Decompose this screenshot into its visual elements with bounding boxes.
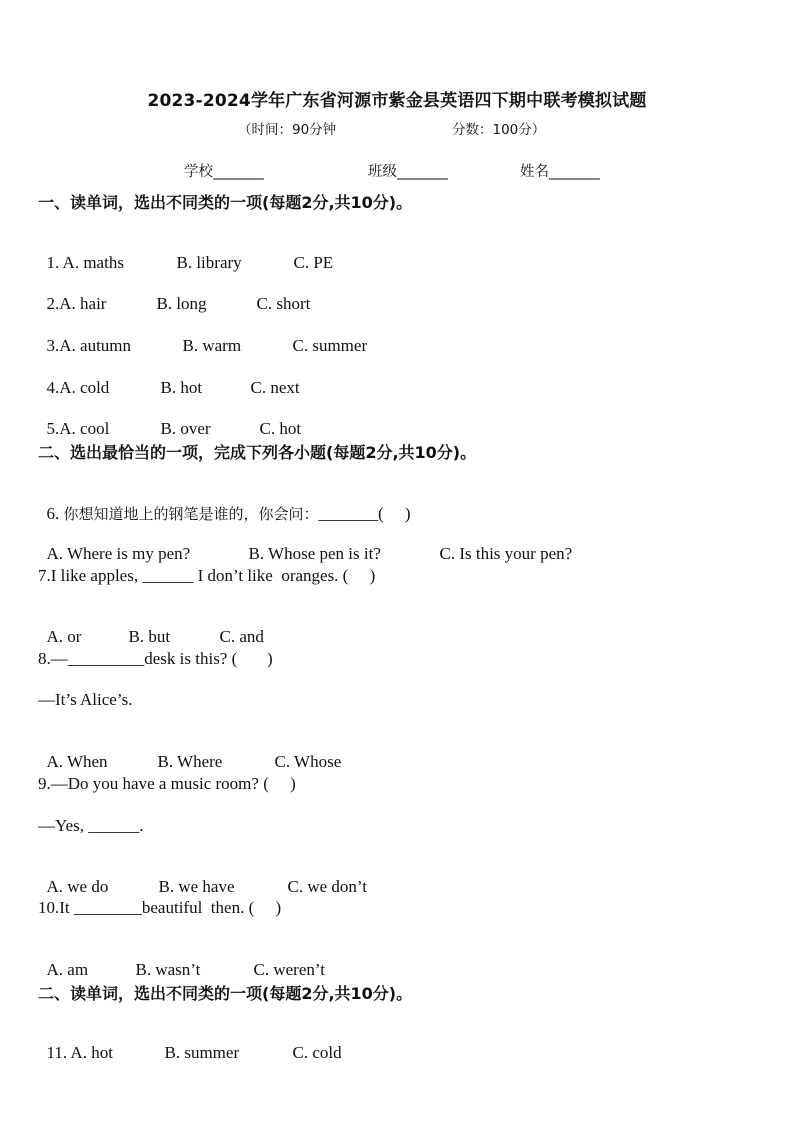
option-c: C. PE	[293, 253, 334, 272]
question-9-reply: —Yes, ______.	[38, 816, 144, 835]
question-9-options	[38, 857, 367, 897]
option-a: 4.A. cold	[46, 378, 110, 397]
option-b: B. but	[128, 627, 171, 646]
option-c: C. Whose	[274, 752, 342, 771]
exam-title: 2023-2024学年广东省河源市紫金县英语四下期中联考模拟试题	[147, 91, 647, 111]
question-7-stem: 7.I like apples, ______ I don’t like oranges. ( )	[38, 566, 376, 585]
option-a: 1. A. maths	[46, 253, 124, 272]
question-2	[38, 274, 310, 314]
option-c: C. cold	[292, 1043, 342, 1062]
option-a: 3.A. autumn	[46, 336, 132, 355]
exam-time: （时间：90分钟	[238, 122, 337, 138]
question-5	[38, 399, 301, 439]
option-b: B. library	[176, 253, 242, 272]
option-c: C. Is this your pen?	[439, 544, 573, 563]
option-c: C. and	[219, 627, 264, 646]
option-c: C. hot	[259, 419, 302, 438]
school-field: 学校_______	[184, 164, 264, 180]
option-a: 2.A. hair	[46, 294, 107, 313]
section-heading: 一、读单词，选出不同类的一项(每题2分,共10分)。	[38, 193, 413, 212]
option-c: C. summer	[292, 336, 368, 355]
option-c: C. next	[250, 378, 300, 397]
option-a: 5.A. cool	[46, 419, 110, 438]
option-b: B. summer	[164, 1043, 240, 1062]
question-9-stem: 9.—Do you have a music room? ( )	[38, 774, 296, 793]
option-a: A. we do	[46, 877, 109, 896]
question-10-stem: 10.It ________beautiful then. ( )	[38, 898, 282, 917]
class-field: 班级_______	[368, 164, 448, 180]
option-c: C. we don’t	[287, 877, 367, 896]
question-7-options	[38, 607, 264, 647]
option-b: B. hot	[160, 378, 203, 397]
question-8-options	[38, 732, 341, 772]
option-b: B. long	[156, 294, 207, 313]
question-4	[38, 358, 300, 398]
option-b: B. we have	[158, 877, 235, 896]
option-a: A. When	[46, 752, 108, 771]
option-a: A. or	[46, 627, 82, 646]
section-heading: 二、选出最恰当的一项，完成下列各小题(每题2分,共10分)。	[38, 443, 477, 462]
option-b: B. over	[160, 419, 211, 438]
exam-score: 分数：100分）	[452, 122, 546, 138]
question-6-options	[38, 524, 572, 564]
question-8-reply: —It’s Alice’s.	[38, 690, 133, 709]
question-8-stem: 8.—_________desk is this? ( )	[38, 649, 273, 668]
question-text: 你想知道地上的钢笔是谁的，你会问：	[63, 505, 319, 523]
question-3	[38, 316, 367, 356]
option-a: 11. A. hot	[46, 1043, 113, 1062]
answer-blank: _______( )	[318, 504, 411, 523]
option-b: B. Whose pen is it?	[248, 544, 381, 563]
option-c: C. weren’t	[253, 960, 325, 979]
option-b: B. wasn’t	[135, 960, 201, 979]
option-a: A. am	[46, 960, 89, 979]
option-c: C. short	[256, 294, 311, 313]
option-a: A. Where is my pen?	[46, 544, 191, 563]
question-11	[38, 1023, 342, 1063]
name-field: 姓名_______	[520, 164, 600, 180]
option-b: B. Where	[157, 752, 223, 771]
section-heading: 二、读单词，选出不同类的一项(每题2分,共10分)。	[38, 984, 413, 1003]
option-b: B. warm	[182, 336, 242, 355]
question-number: 6.	[46, 504, 64, 523]
question-10-options	[38, 940, 325, 980]
question-6-stem	[38, 483, 411, 524]
question-1	[38, 233, 333, 273]
